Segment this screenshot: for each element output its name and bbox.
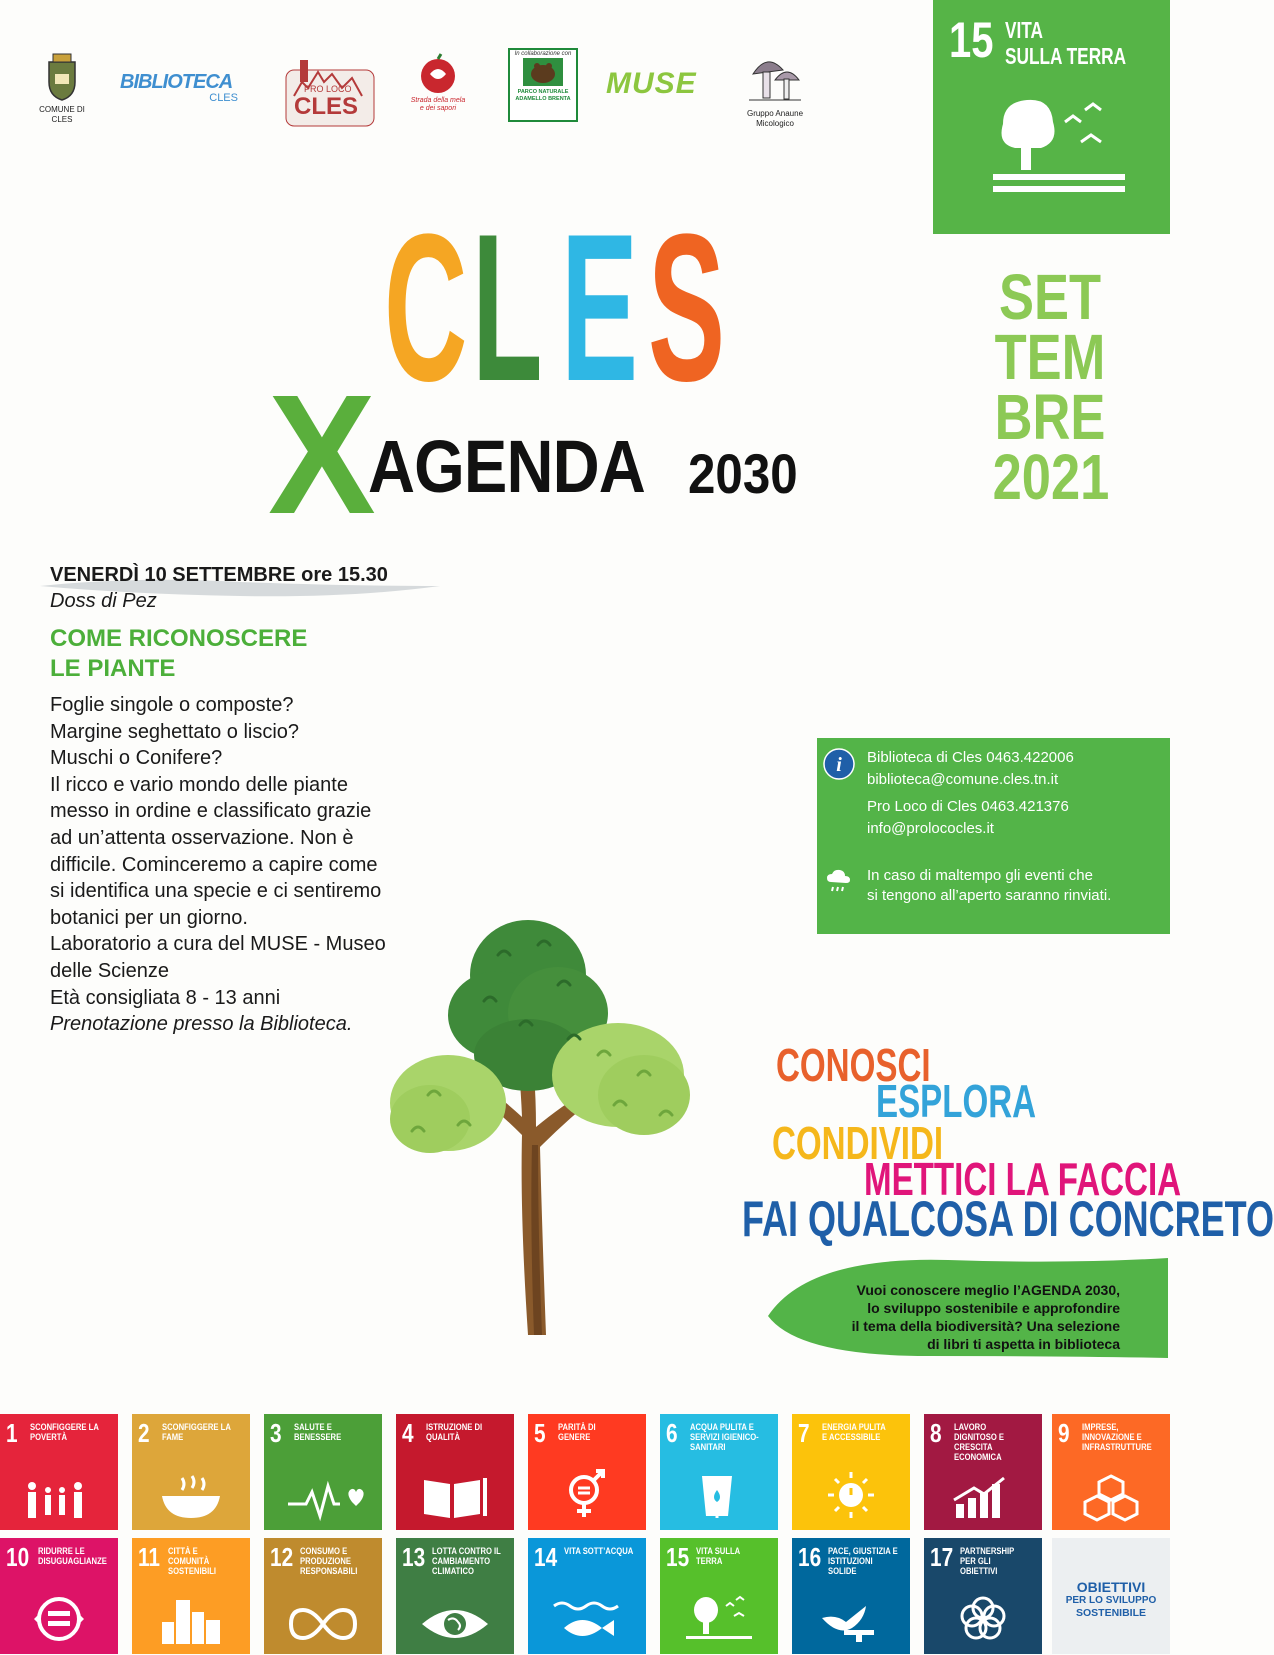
event-body-line: Muschi o Conifere? <box>50 747 223 770</box>
promo-line: lo sviluppo sostenibile e approfondire <box>867 1300 1120 1316</box>
sdg-tile-3 <box>264 1414 382 1530</box>
title-x: X <box>268 360 376 550</box>
date-line-3: BRE <box>994 381 1106 453</box>
sdg-tile-17 <box>924 1538 1042 1654</box>
proloco-logo <box>286 56 374 126</box>
pro-name: Pro Loco di Cles <box>867 798 978 815</box>
sdg-tile-5 <box>528 1414 646 1530</box>
title-letter-l: L <box>472 190 543 425</box>
water-icon <box>684 1472 754 1520</box>
slogan-fai-qualcosa: FAI QUALCOSA DI CONCRETO <box>742 1191 1274 1247</box>
event-place: Doss di Pez <box>50 590 157 612</box>
sdg15-badge <box>933 0 1170 234</box>
sdg-goals-logo-tile <box>1052 1538 1170 1654</box>
biblioteca-logo-sub: CLES <box>209 92 238 104</box>
slogan-conosci: CONOSCI <box>776 1039 931 1091</box>
sdg-label: CONSUMO E PRODUZIONE RESPONSABILI <box>300 1546 358 1576</box>
sdg-label: CITTÀ E COMUNITÀ SOSTENIBILI <box>168 1546 217 1576</box>
sdg-number: 15 <box>666 1542 690 1572</box>
sdg-tile-8 <box>924 1414 1042 1530</box>
svg-text:i: i <box>836 754 842 776</box>
date-line-2: TEM <box>994 321 1106 393</box>
sdg-label: LAVORO DIGNITOSO E CRESCITA ECONOMICA <box>954 1422 1005 1462</box>
sdg-tile-13 <box>396 1538 514 1654</box>
sdg15-line1: VITA <box>1005 17 1044 43</box>
sdg-label: LOTTA CONTRO IL CAMBIAMENTO CLIMATICO <box>432 1546 501 1576</box>
comune-label: COMUNE DI CLES <box>39 105 85 124</box>
rain-cloud-icon <box>825 868 853 896</box>
sdg-label: IMPRESE, INNOVAZIONE E INFRASTRUTTURE <box>1082 1422 1152 1452</box>
mushroom-icon <box>745 50 805 106</box>
parco-top-text: In collaborazione con <box>514 51 572 57</box>
strada-mela-text: Strada della mela e dei sapori <box>410 97 466 112</box>
event-booking: Prenotazione presso la Biblioteca. <box>50 1013 353 1036</box>
goals-logo-line1: OBIETTIVI <box>1076 1579 1146 1595</box>
weather-note-line1: In caso di maltempo gli eventi che <box>867 867 1093 884</box>
proloco-top-text: PRO LOCO <box>304 84 352 94</box>
event-body-line: messo in ordine e classificato grazie <box>50 800 372 823</box>
book-icon <box>420 1474 490 1520</box>
sdg-tile-11 <box>132 1538 250 1654</box>
slogan-mettici-la-faccia: METTICI LA FACCIA <box>864 1153 1182 1205</box>
sdg-number: 3 <box>270 1418 282 1448</box>
goals-logo-line2: PER LO SVILUPPO <box>1065 1595 1157 1606</box>
sdg15-number: 15 <box>949 12 994 68</box>
lib-contact <box>867 748 1074 768</box>
eye-globe-icon <box>420 1604 490 1644</box>
pro-email[interactable]: info@prolococles.it <box>867 820 994 837</box>
sdg-label: ENERGIA PULITA E ACCESSIBILE <box>822 1422 886 1442</box>
sdg-label: VITA SOTT’ACQUA <box>564 1546 634 1556</box>
sdg-number: 17 <box>930 1542 954 1572</box>
rings-icon <box>948 1594 1018 1644</box>
apple-icon <box>416 54 460 94</box>
sdg-label: ISTRUZIONE DI QUALITÀ <box>426 1422 483 1442</box>
sdg-number: 12 <box>270 1542 294 1572</box>
biblioteca-logo-text: BIBLIOTECA <box>120 71 233 93</box>
event-body-line: Laboratorio a cura del MUSE - Museo <box>50 933 386 956</box>
sdg-tile-2 <box>132 1414 250 1530</box>
event-body-line: ad un’attenta osservazione. Non è <box>50 826 354 849</box>
fish-icon <box>552 1598 622 1644</box>
pro-contact <box>867 797 1069 817</box>
sdg-number: 2 <box>138 1418 150 1448</box>
event-date: VENERDÌ 10 SETTEMBRE ore 15.30 <box>50 564 388 586</box>
sdg-number: 7 <box>798 1418 810 1448</box>
sdg-tile-9 <box>1052 1414 1170 1530</box>
sdg-number: 5 <box>534 1418 546 1448</box>
event-body-line: difficile. Cominceremo a capire come <box>50 853 378 876</box>
sdg-label: SCONFIGGERE LA POVERTÀ <box>30 1422 99 1442</box>
tree-illustration <box>388 905 728 1335</box>
sun-icon <box>816 1470 886 1520</box>
sdg-label: PARTNERSHIP PER GLI OBIETTIVI <box>960 1546 1015 1576</box>
title-agenda: AGENDA <box>368 425 645 508</box>
sdg-number: 16 <box>798 1542 822 1572</box>
event-body-line: botanici per un giorno. <box>50 906 248 929</box>
sdg-tile-15 <box>660 1538 778 1654</box>
slogan-esplora: ESPLORA <box>876 1075 1037 1127</box>
slogan-condividi: CONDIVIDI <box>772 1117 944 1169</box>
info-icon <box>823 748 855 780</box>
sdg-number: 1 <box>6 1418 18 1448</box>
infinity-icon <box>288 1604 358 1644</box>
sdg15-line2: SULLA TERRA <box>1005 43 1127 69</box>
comune-logo <box>34 52 90 125</box>
equality-icon <box>24 1594 94 1644</box>
title-letter-c: C <box>384 190 468 425</box>
pro-phone: 0463.421376 <box>981 798 1069 815</box>
event-body-line: delle Scienze <box>50 959 169 982</box>
event-title-line1: COME RICONOSCERE <box>50 625 308 652</box>
sdg-number: 11 <box>138 1542 160 1572</box>
strada-mela-logo <box>410 54 466 113</box>
sdg-tile-4 <box>396 1414 514 1530</box>
tree-birds-icon <box>989 88 1129 204</box>
sdg-number: 9 <box>1058 1418 1070 1448</box>
tree-icon <box>684 1594 754 1644</box>
sdg-tile-7 <box>792 1414 910 1530</box>
sdg-label: SALUTE E BENESSERE <box>294 1422 342 1442</box>
muse-logo <box>606 68 716 100</box>
city-icon <box>156 1594 226 1644</box>
event-body-line: si identifica una specie e ci sentiremo <box>50 880 382 903</box>
bear-icon <box>523 58 563 86</box>
promo-line: il tema della biodiversità? Una selezione <box>851 1318 1120 1334</box>
sdg-number: 13 <box>402 1542 426 1572</box>
gender-icon <box>552 1470 622 1520</box>
heartbeat-icon <box>288 1480 364 1520</box>
sdg-label: PACE, GIUSTIZIA E ISTITUZIONI SOLIDE <box>828 1546 898 1576</box>
sdg-tile-16 <box>792 1538 910 1654</box>
info-box <box>817 738 1170 934</box>
gruppo-micologico-text: Gruppo Anaune Micologico <box>746 109 804 128</box>
sdg-tile-10 <box>0 1538 118 1654</box>
growth-chart-icon <box>948 1474 1018 1520</box>
sdg-number: 14 <box>534 1542 558 1572</box>
lib-name: Biblioteca di Cles <box>867 749 983 766</box>
sdg-label: ACQUA PULITA E SERVIZI IGIENICO-SANITARI <box>690 1422 759 1452</box>
lib-phone: 0463.422006 <box>986 749 1074 766</box>
event-body-line: Età consigliata 8 - 13 anni <box>50 986 281 1009</box>
biblioteca-logo <box>120 72 242 104</box>
muse-logo-text: MUSE <box>606 67 697 100</box>
sdg-label: RIDURRE LE DISUGUAGLIANZE <box>38 1546 107 1566</box>
sdg-number: 6 <box>666 1418 678 1448</box>
sdg-tile-1 <box>0 1414 118 1530</box>
sdg-number: 8 <box>930 1418 942 1448</box>
weather-note-line2: si tengono all’aperto saranno rinviati. <box>867 887 1112 904</box>
event-body-line: Il ricco e vario mondo delle piante <box>50 773 348 796</box>
promo-text <box>790 1281 1120 1353</box>
parco-main-text: PARCO NATURALE ADAMELLO BRENTA <box>515 89 571 102</box>
event-body-line: Foglie singole o composte? <box>50 694 294 716</box>
sdg-number: 4 <box>402 1418 414 1448</box>
date-line-1: SET <box>998 261 1102 333</box>
sdg-label: PARITÀ DI GENERE <box>558 1422 596 1442</box>
title-year: 2030 <box>688 442 798 505</box>
title-letter-e: E <box>561 190 639 425</box>
family-icon <box>24 1480 94 1520</box>
cubes-icon <box>1076 1474 1146 1520</box>
event-body-line: Margine seghettato o liscio? <box>50 720 300 743</box>
sdg-tile-12 <box>264 1538 382 1654</box>
goals-logo-line3: SOSTENIBILE <box>1075 1607 1146 1619</box>
sdg-label: VITA SULLA TERRA <box>696 1546 740 1566</box>
event-title-line2: LE PIANTE <box>50 655 176 682</box>
sdg-tile-14 <box>528 1538 646 1654</box>
title-letter-s: S <box>648 190 726 425</box>
promo-line: di libri ti aspetta in biblioteca <box>927 1336 1120 1352</box>
proloco-main-text: CLES <box>294 93 359 120</box>
dove-icon <box>816 1598 886 1644</box>
gruppo-micologico-logo <box>740 50 810 129</box>
sdg-number: 10 <box>6 1542 30 1572</box>
date-line-4: 2021 <box>992 441 1110 513</box>
promo-line: Vuoi conoscere meglio l’AGENDA 2030, <box>856 1282 1120 1298</box>
parco-logo <box>508 48 578 122</box>
sdg-label: SCONFIGGERE LA FAME <box>162 1422 231 1442</box>
coat-of-arms-icon <box>45 52 79 102</box>
sdg-tile-6 <box>660 1414 778 1530</box>
bowl-icon <box>156 1474 226 1520</box>
lib-email[interactable]: biblioteca@comune.cles.tn.it <box>867 771 1059 788</box>
